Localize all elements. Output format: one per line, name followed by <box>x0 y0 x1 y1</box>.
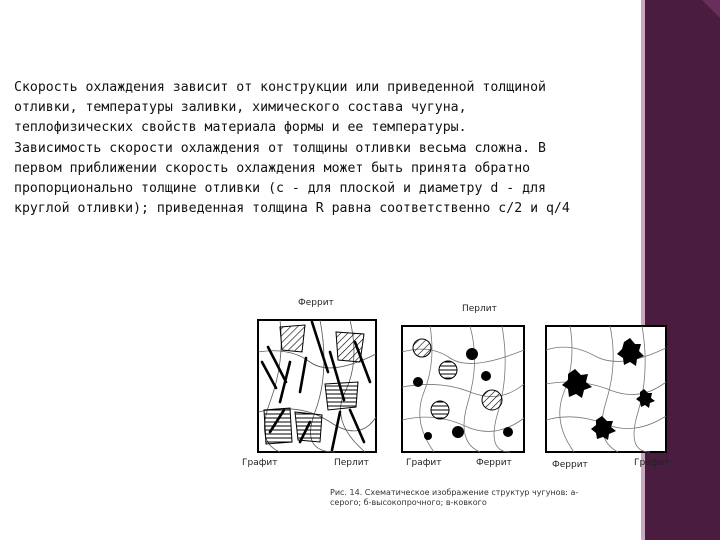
label-grafit-b: Графит <box>406 458 442 468</box>
label-perlit-a: Перлит <box>334 458 369 468</box>
paragraph-1: Скорость охлаждения зависит от конструкции или приведенной толщиной отливки, температуры заливки, химического состава чугуна, теплофизических свойств материала формы и ее температуры. <box>14 80 554 136</box>
microstructure-drawing <box>240 292 680 517</box>
label-ferrit-a: Феррит <box>298 298 334 308</box>
corner-fold-icon <box>702 0 720 18</box>
panel-malleable-iron <box>546 326 666 452</box>
slide-text <box>14 78 574 219</box>
panel-ductile-iron <box>402 326 524 452</box>
label-ferrit-b: Феррит <box>476 458 512 468</box>
panel-grey-iron <box>258 320 376 452</box>
paragraph-2: Зависимость скорости охлаждения от толщины отливки весьма сложна. В первом приближении скорость охлаждения может быть принята обратно пропорционально толщине отливки (с - для плоской и диаметру d - для круглой отливки); приведенная толщина R равна соответственно c/2 и q/4 <box>14 140 570 217</box>
label-perlit-b: Перлит <box>462 304 497 314</box>
label-grafit-c: Графит <box>634 458 670 468</box>
figure-caption: Рис. 14. Схематическое изображение структур чугунов: а-серого; б-высокопрочного; в-ковкого <box>330 488 579 507</box>
label-grafit-a: Графит <box>242 458 278 468</box>
label-ferrit-c: Феррит <box>552 460 588 470</box>
microstructure-figure <box>240 292 680 517</box>
